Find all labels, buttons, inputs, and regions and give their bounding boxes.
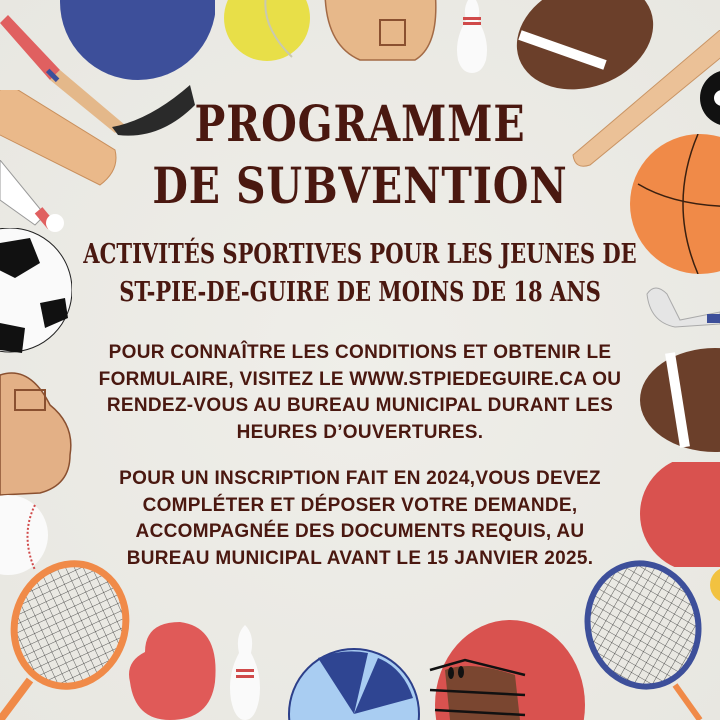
- bowling-pin-icon: [225, 625, 265, 720]
- volleyball-icon: [288, 648, 420, 720]
- info-line: HEURES D’OUVERTURES.: [236, 421, 484, 443]
- info-paragraph: [60, 340, 660, 446]
- info-line: RENDEZ-VOUS AU BUREAU MUNICIPAL DURANT LES: [106, 395, 614, 416]
- baseball-glove-icon: [320, 0, 440, 65]
- title-line-1: PROGRAMME: [194, 94, 526, 153]
- badminton-racket-icon: [580, 560, 720, 720]
- info-line: POUR CONNAÎTRE LES CONDITIONS ET OBTENIR LE: [108, 342, 612, 363]
- tennis-racket-icon: [0, 560, 135, 720]
- football-helmet-icon: [425, 655, 540, 720]
- subtitle-line-1: ACTIVITÉS SPORTIVES POUR LES JEUNES DE: [83, 239, 637, 270]
- soccer-ball-icon: [0, 228, 72, 358]
- info-line-website: FORMULAIRE, VISITEZ LE WWW.STPIEDEGUIRE.CA OU: [98, 368, 622, 390]
- boxing-glove-icon: [125, 622, 220, 720]
- title-line-2: DE SUBVENTION: [152, 156, 568, 215]
- billiard-ball-icon: [700, 68, 720, 128]
- deadline-line: COMPLÉTER ET DÉPOSER VOTRE DEMANDE,: [142, 494, 578, 516]
- subtitle-line-2: ST-PIE-DE-GUIRE DE MOINS DE 18 ANS: [119, 277, 601, 308]
- golf-club-icon: [645, 282, 720, 337]
- tennis-ball-icon: [222, 0, 312, 62]
- deadline-line: ACCOMPAGNÉE DES DOCUMENTS REQUIS, AU: [135, 521, 585, 542]
- shuttlecock-icon: [0, 160, 70, 235]
- deadline-paragraph: [60, 466, 660, 572]
- deadline-line: POUR UN INSCRIPTION FAIT EN 2024,VOUS DEVEZ: [119, 468, 601, 489]
- bowling-pin-icon: [452, 0, 492, 75]
- deadline-line-date: BUREAU MUNICIPAL AVANT LE 15 JANVIER 2025.: [126, 547, 594, 569]
